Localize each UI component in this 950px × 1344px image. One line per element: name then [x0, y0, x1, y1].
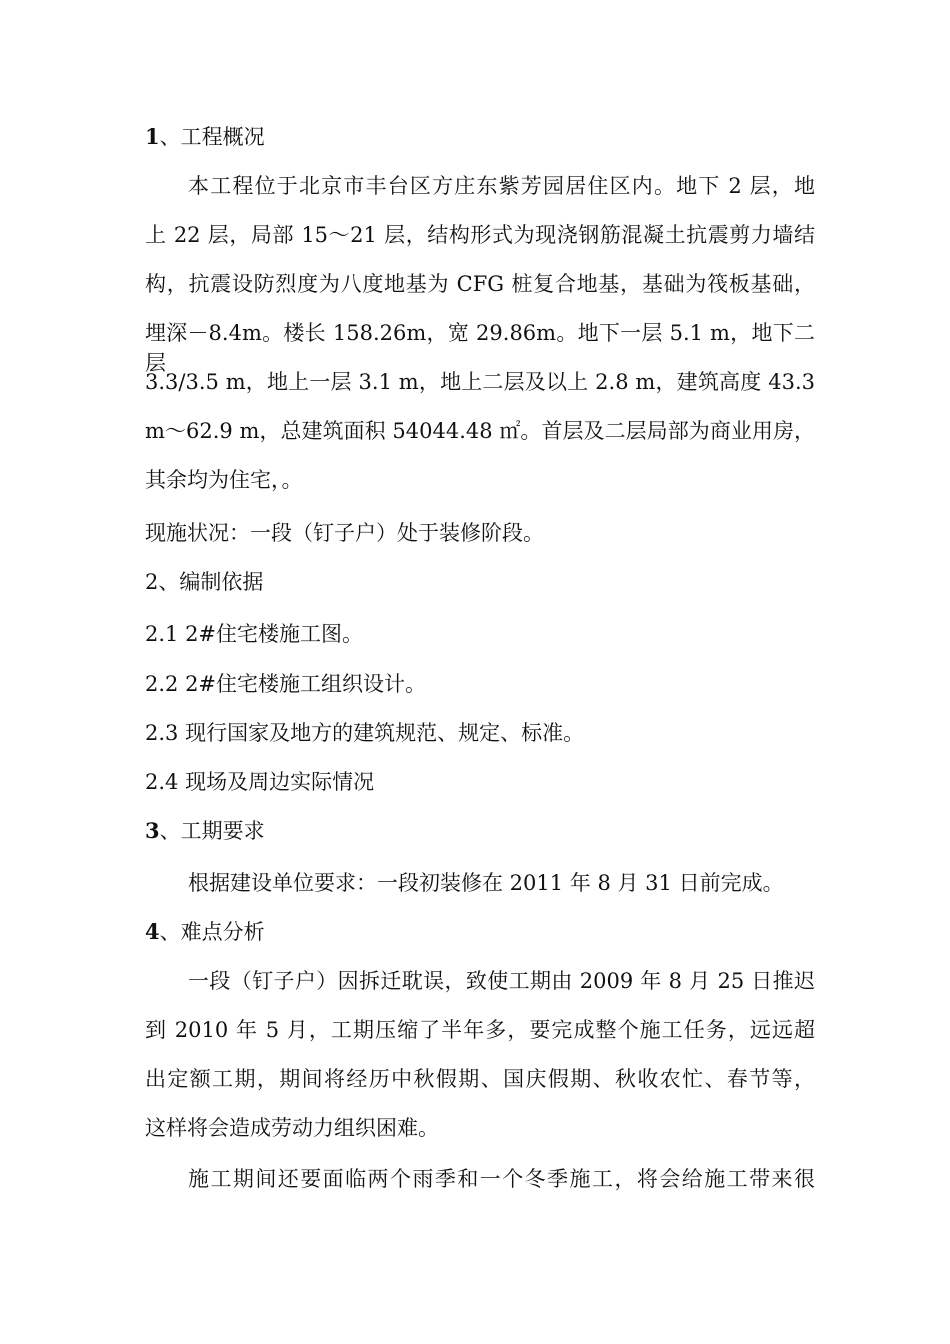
paragraph-line: 这样将会造成劳动力组织困难。 [145, 1116, 439, 1140]
status-line: 现施状况：一段（钉子户）处于装修阶段。 [145, 521, 544, 545]
section-3-heading [145, 816, 815, 846]
section-4-heading [145, 917, 815, 947]
section-4-number: 4 [145, 919, 160, 944]
paragraph-line: 出定额工期，期间将经历中秋假期、国庆假期、秋收农忙、春节等， [145, 1067, 815, 1091]
paragraph-line: 一段（钉子户）因拆迁耽误，致使工期由 2009 年 8 月 25 日推迟 [188, 969, 815, 993]
section-4-title: 、难点分析 [159, 920, 265, 944]
section-2-heading: 2、编制依据 [145, 570, 264, 594]
section-1-title: 、工程概况 [159, 125, 265, 149]
section-3-title: 、工期要求 [159, 819, 265, 843]
paragraph-line: 构，抗震设防烈度为八度地基为 CFG 桩复合地基，基础为筏板基础， [145, 272, 815, 296]
paragraph-line: 施工期间还要面临两个雨季和一个冬季施工，将会给施工带来很 [188, 1167, 815, 1191]
paragraph-line: 上 22 层，局部 15～21 层，结构形式为现浇钢筋混凝土抗震剪力墙结 [145, 223, 815, 247]
paragraph-line: 到 2010 年 5 月，工期压缩了半年多，要完成整个施工任务，远远超 [145, 1018, 815, 1042]
paragraph-line: 3.3/3.5 m，地上一层 3.1 m，地上二层及以上 2.8 m，建筑高度 43.3 [145, 370, 815, 394]
list-item: 2.1 2#住宅楼施工图。 [145, 622, 364, 646]
paragraph-line: 其余均为住宅，。 [145, 468, 303, 492]
list-item: 2.2 2#住宅楼施工组织设计。 [145, 672, 427, 696]
paragraph-line: 埋深－8.4m。楼长 158.26m，宽 29.86m。地下一层 5.1 m，地下二层 [145, 321, 815, 375]
list-item: 2.3 现行国家及地方的建筑规范、规定、标准。 [145, 721, 585, 745]
paragraph-line: 本工程位于北京市丰台区方庄东紫芳园居住区内。地下 2 层，地 [188, 174, 815, 198]
paragraph-line: m～62.9 m，总建筑面积 54044.48 ㎡。首层及二层局部为商业用房， [145, 419, 815, 443]
paragraph-line: 根据建设单位要求：一段初装修在 2011 年 8 月 31 日前完成。 [188, 871, 784, 895]
section-3-number: 3 [145, 818, 160, 843]
section-1-heading [145, 122, 815, 152]
list-item: 2.4 现场及周边实际情况 [145, 770, 375, 794]
section-1-number: 1 [145, 124, 160, 149]
